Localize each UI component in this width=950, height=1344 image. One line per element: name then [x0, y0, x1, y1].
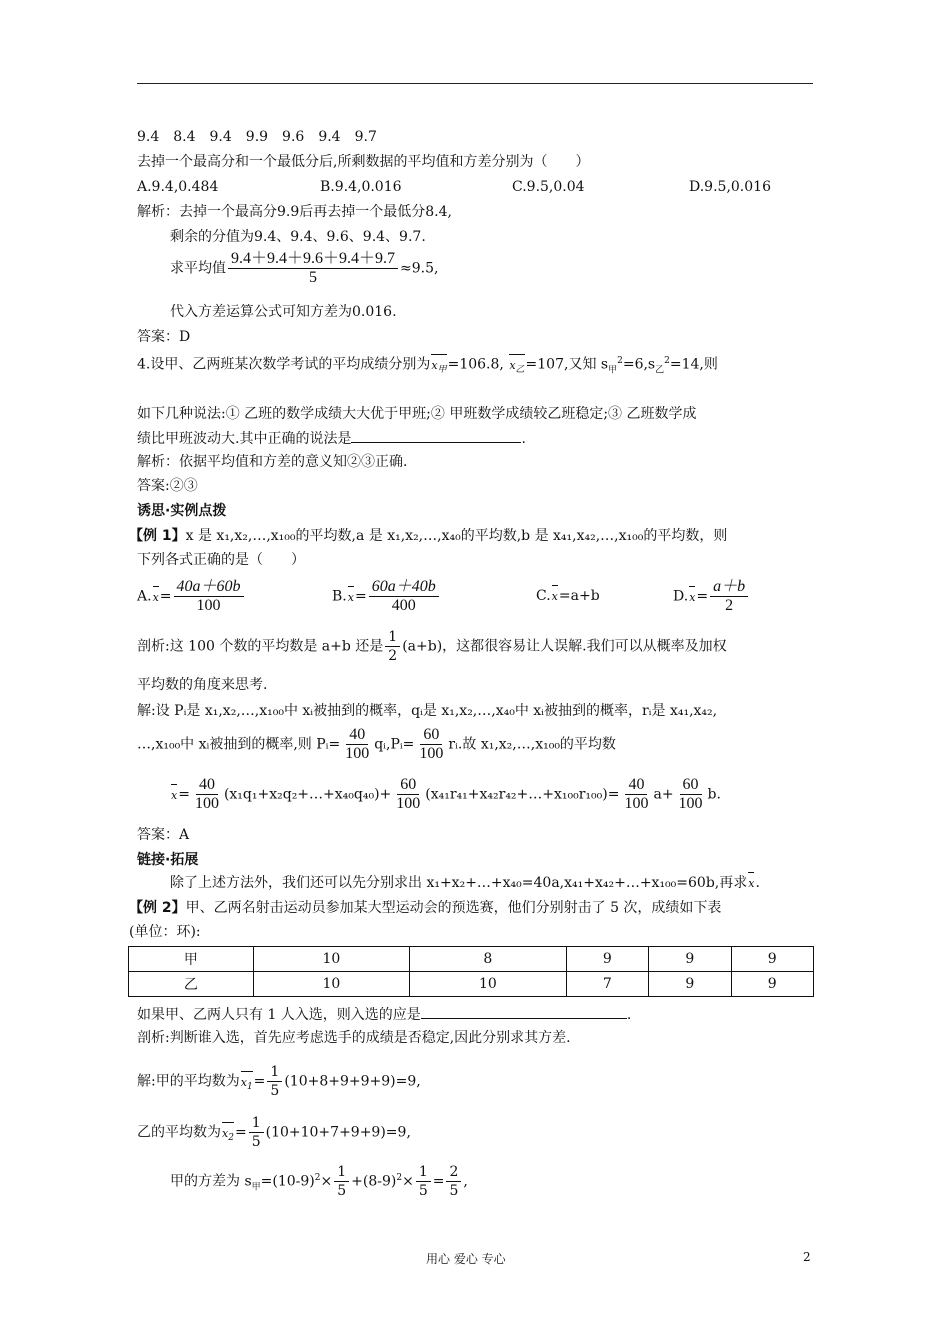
solution-text: 解:甲的平均数为 [137, 1073, 240, 1090]
option-fraction [369, 578, 439, 615]
analysis-text: (a+b)，这都很容易让人误解.我们可以从概率及加权 [402, 638, 727, 655]
times: × [402, 1173, 414, 1190]
solution-text: 甲的方差为 s [170, 1173, 252, 1190]
ex1-solution-line3 [170, 776, 721, 813]
ex1-analysis-line1 [137, 628, 727, 665]
ex1-line1 [129, 527, 727, 545]
x-bar-symbol: x [170, 787, 178, 805]
ex2-line1 [129, 899, 721, 917]
denominator: 100 [194, 795, 219, 812]
extension-text: 除了上述方法外，我们还可以先分别求出 x₁+x₂+…+x₄₀=40a,x₄₁+x₄₂+…+x₁₀₀=60b,再求 [170, 875, 748, 891]
option-a: A.9.4,0.484 [137, 179, 219, 195]
scores-line: 9.4 8.4 9.4 9.9 9.6 9.4 9.7 [137, 129, 377, 145]
mean-suffix: ≈9.5, [400, 260, 439, 277]
superscript: 2 [314, 1172, 321, 1183]
equals: = [354, 588, 367, 605]
numerator: 60 [397, 776, 419, 795]
option-label: C. [536, 588, 551, 604]
mean-prefix: 求平均值 [170, 260, 226, 277]
option-value: =a+b [558, 588, 600, 604]
equals: = [234, 1124, 247, 1141]
q4-line2: 如下几种说法:① 乙班的数学成绩大大优于甲班;② 甲班数学成绩较乙班稳定;③ 乙班数学成 [137, 406, 697, 422]
analysis-text: 剖析:这 100 个数的平均数是 a+b 还是 [137, 638, 384, 655]
fraction-60-100 [676, 776, 706, 813]
numerator: 40 [196, 776, 218, 795]
scores-table [128, 946, 814, 997]
ex1-solution-line1: 解:设 Pᵢ是 x₁,x₂,…,x₁₀₀中 xᵢ被抽到的概率，qᵢ是 x₁,x₂,…,x₄₀中 xᵢ被抽到的概率，rᵢ是 x₄₁,x₄₂, [137, 703, 718, 719]
solution-text: (10+8+9+9+9)=9, [284, 1073, 421, 1090]
x-symbol: x [431, 358, 438, 372]
option-d: D.9.5,0.016 [689, 179, 771, 195]
ex1-option-d [673, 578, 750, 615]
fraction-40-100 [342, 726, 372, 763]
x-bar-symbol: x [551, 588, 559, 606]
table-cell: 9 [566, 947, 648, 972]
footer-slogan: 用心 爱心 专心 [426, 1252, 506, 1266]
numerator: 1 [416, 1163, 431, 1182]
solution-text: (10+10+7+9+9)=9, [265, 1124, 411, 1141]
q4-answer: 答案:②③ [137, 478, 198, 494]
table-cell: 9 [731, 972, 814, 997]
ex2-text: 甲、乙两名射击运动员参加某大型运动会的预选赛，他们分别射击了 5 次，成绩如下表 [185, 900, 722, 916]
mean-denominator: 5 [309, 269, 317, 286]
subscript: 甲 [251, 1182, 261, 1193]
x-bar-symbol [508, 357, 525, 379]
mean-numerator: 9.4＋9.4＋9.6＋9.4＋9.7 [228, 250, 398, 269]
two-fifths-fraction [446, 1163, 461, 1200]
mean-fraction [228, 250, 398, 287]
ex2-line2: (单位：环): [129, 924, 201, 940]
superscript: 2 [664, 356, 670, 366]
ex1-answer: 答案：A [137, 827, 190, 843]
answer-blank[interactable] [351, 428, 521, 443]
denominator: 400 [391, 597, 416, 614]
one-fifth-fraction [334, 1163, 349, 1200]
table-cell: 乙 [129, 972, 254, 997]
table-cell: 9 [731, 947, 814, 972]
table-cell: 7 [566, 972, 648, 997]
x-bar-symbol: x [347, 589, 355, 607]
ex1-option-c [536, 587, 600, 606]
numerator: 2 [446, 1163, 461, 1182]
q4-text: =106.8, [447, 356, 504, 373]
table-cell: 10 [253, 947, 409, 972]
equals: = [178, 786, 190, 803]
table-cell: 9 [649, 947, 731, 972]
analysis-line: 解析：去掉一个最高分9.9后再去掉一个最低分8.4, [137, 204, 452, 220]
option-label: D. [673, 588, 689, 605]
one-fifth-fraction [267, 1063, 282, 1100]
ex2-text: . [626, 1007, 632, 1023]
numerator: 1 [334, 1163, 349, 1182]
solution-text: qᵢ,Pᵢ= [374, 736, 415, 753]
solution-text: +(8-9) [351, 1173, 397, 1190]
equals: = [159, 588, 172, 605]
times: × [320, 1173, 333, 1190]
table-cell: 10 [253, 972, 409, 997]
example-label: 【例 2】 [129, 900, 186, 916]
option-c: C.9.5,0.04 [512, 179, 585, 195]
section-heading: 诱思·实例点拨 [137, 503, 227, 519]
option-fraction [710, 578, 748, 615]
subscript: 乙 [515, 364, 525, 375]
x-symbol: x [222, 1126, 229, 1140]
superscript: 2 [396, 1172, 403, 1183]
numerator: 60 [420, 726, 442, 745]
q4-text: 绩比甲班波动大.其中正确的说法是 [137, 431, 352, 447]
q4-line1 [137, 352, 718, 379]
q4-text: =107,又知 s [525, 356, 609, 373]
x-bar-symbol [240, 1074, 254, 1096]
fraction-60-100 [393, 776, 423, 813]
solution-text: b. [707, 786, 721, 803]
denominator: 100 [345, 745, 370, 762]
numerator: a＋b [710, 578, 748, 597]
x-bar-symbol: x [152, 589, 160, 607]
ex1-line2: 下列各式正确的是（ ） [137, 552, 305, 568]
solution-text: =(10-9) [260, 1173, 315, 1190]
fraction-60-100 [416, 726, 446, 763]
ex1-analysis-line2: 平均数的角度来思考. [137, 677, 268, 693]
denominator: 5 [337, 1183, 347, 1199]
solution-text: …,x₁₀₀中 xᵢ被抽到的概率,则 Pᵢ= [137, 736, 341, 753]
ex2-question [137, 1004, 631, 1024]
section-heading: 链接·拓展 [137, 852, 199, 868]
solution-text: a+ [653, 786, 674, 803]
extension-line [170, 874, 760, 893]
subscript: 甲 [608, 365, 618, 376]
table-cell: 9 [649, 972, 731, 997]
denominator: 5 [449, 1183, 459, 1199]
analysis-line: 剩余的分值为9.4、9.4、9.6、9.4、9.7. [170, 229, 426, 245]
q4-text: 4.设甲、乙两班某次数学考试的平均成绩分别为 [137, 356, 431, 373]
equals: = [696, 588, 709, 605]
answer-line: 答案：D [137, 329, 191, 345]
option-b: B.9.4,0.016 [320, 179, 402, 195]
half-fraction [385, 628, 400, 665]
solution-text: (x₁q₁+x₂q₂+…+x₄₀q₄₀)+ [223, 786, 392, 803]
superscript: 2 [617, 356, 623, 366]
numerator: 40 [625, 776, 647, 795]
ex1-option-a [137, 578, 246, 615]
solution-text: (x₄₁r₄₁+x₄₂r₄₂+…+x₁₀₀r₁₀₀)= [425, 786, 620, 803]
fraction-40-100 [192, 776, 222, 813]
ex2-mean-yi [137, 1114, 411, 1151]
equals: = [432, 1173, 445, 1190]
solution-text: 乙的平均数为 [137, 1124, 221, 1141]
numerator: 1 [385, 628, 400, 647]
one-fifth-fraction [416, 1163, 431, 1200]
x-bar-symbol [221, 1125, 235, 1147]
solution-text: rᵢ.故 x₁,x₂,…,x₁₀₀的平均数 [448, 736, 616, 753]
numerator: 40a＋60b [174, 578, 244, 597]
page-number: 2 [803, 1250, 811, 1264]
denominator: 5 [270, 1083, 280, 1099]
denominator: 100 [678, 795, 703, 812]
x-symbol: x [240, 1075, 247, 1089]
extension-text: . [755, 875, 760, 891]
ex1-solution-line2 [137, 726, 616, 763]
denominator: 100 [624, 795, 649, 812]
x-bar-symbol: x [688, 589, 696, 607]
numerator: 1 [249, 1114, 264, 1133]
subscript: 乙 [655, 365, 665, 376]
q4-line3 [137, 428, 526, 448]
denominator: 100 [419, 745, 444, 762]
q4-text: =6,s [622, 356, 656, 373]
ex2-variance-jia [170, 1163, 468, 1200]
solution-text: , [463, 1173, 468, 1190]
denominator: 100 [396, 795, 421, 812]
ex2-text: 如果甲、乙两人只有 1 人入选，则入选的应是 [137, 1007, 421, 1023]
numerator: 60 [680, 776, 702, 795]
subscript: 2 [228, 1132, 234, 1143]
ex2-mean-jia [137, 1063, 421, 1100]
subscript: 1 [246, 1081, 253, 1092]
q4-text: =14,则 [669, 356, 718, 373]
denominator: 100 [196, 597, 221, 614]
denominator: 5 [251, 1134, 261, 1150]
numerator: 1 [267, 1063, 282, 1082]
option-label: A. [137, 588, 152, 605]
numerator: 40 [346, 726, 368, 745]
x-bar-symbol: x [747, 875, 755, 893]
example-label: 【例 1】 [129, 528, 186, 544]
table-row [129, 972, 814, 997]
table-cell: 甲 [129, 947, 254, 972]
x-symbol: x [509, 358, 516, 372]
option-fraction [174, 578, 244, 615]
option-label: B. [332, 588, 347, 605]
subscript: 甲 [437, 364, 447, 375]
equals: = [253, 1073, 266, 1090]
numerator: 60a＋40b [369, 578, 439, 597]
q4-text: . [521, 431, 526, 447]
answer-blank[interactable] [421, 1004, 627, 1019]
one-fifth-fraction [249, 1114, 264, 1151]
ex1-option-b [332, 578, 441, 615]
table-cell: 8 [410, 947, 566, 972]
table-row [129, 947, 814, 972]
x-bar-symbol [430, 357, 447, 379]
table-cell: 10 [410, 972, 566, 997]
ex2-analysis: 剖析:判断谁入选，首先应考虑选手的成绩是否稳定,因此分别求其方差. [137, 1030, 571, 1046]
denominator: 2 [725, 597, 734, 614]
denominator: 2 [388, 648, 398, 664]
denominator: 5 [418, 1183, 428, 1199]
q4-analysis: 解析：依据平均值和方差的意义知②③正确. [137, 454, 408, 470]
mean-formula [170, 250, 438, 287]
fraction-40-100 [621, 776, 651, 813]
header-rule [137, 83, 813, 84]
question-text: 去掉一个最高分和一个最低分后,所剩数据的平均值和方差分别为（ ） [137, 154, 590, 170]
analysis-line: 代入方差运算公式可知方差为0.016. [170, 304, 397, 320]
ex1-text: x 是 x₁,x₂,…,x₁₀₀的平均数,a 是 x₁,x₂,…,x₄₀的平均数,b 是 x₄₁,x₄₂,…,x₁₀₀的平均数，则 [185, 528, 728, 544]
